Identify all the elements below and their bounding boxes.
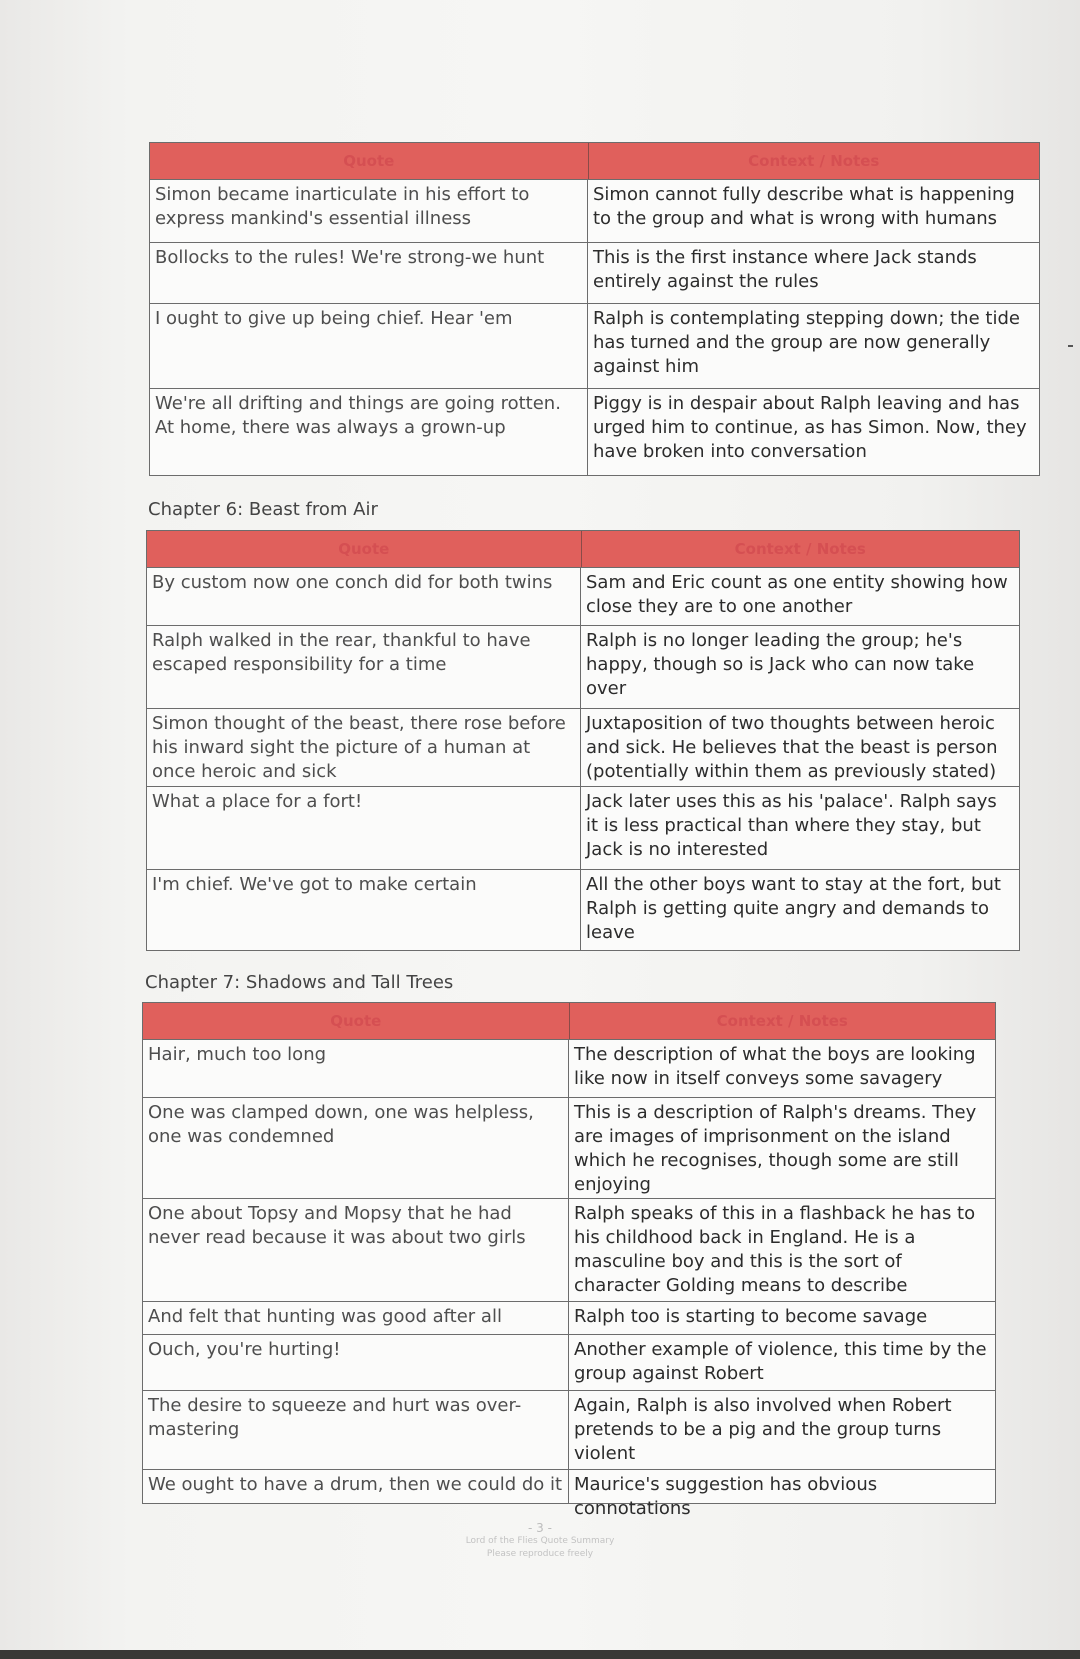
table-header: [143, 1003, 995, 1040]
quote-cell: I'm chief. We've got to make certain: [147, 870, 581, 950]
quote-cell: Simon became inarticulate in his effort to express mankind's essential illness: [150, 180, 588, 242]
table-row: [150, 243, 1039, 304]
table-row: [150, 180, 1039, 243]
page-number: - 3 -: [528, 1521, 552, 1535]
table-row: [150, 304, 1039, 389]
quote-cell: One was clamped down, one was helpless, one was condemned: [143, 1098, 569, 1198]
note-cell: This is the first instance where Jack stands entirely against the rules: [593, 247, 977, 292]
chapter-7-quote-table: [142, 1002, 996, 1519]
note-cell: Juxtaposition of two thoughts between heroic and sick. He believes that the beast is person (potentially within them as previously stated): [586, 713, 998, 782]
footer-line-2: Please reproduce freely: [486, 1549, 594, 1559]
table-row: [143, 1470, 995, 1519]
table-header: [147, 531, 1019, 568]
note-cell: Ralph is contemplating stepping down; the tide has turned and the group are now generally against him: [593, 308, 1020, 377]
quote-cell: Hair, much too long: [143, 1040, 569, 1097]
table-row: [143, 1391, 995, 1470]
table-row: [143, 1199, 995, 1302]
note-cell: The description of what the boys are looking like now in itself conveys some savagery: [574, 1044, 976, 1089]
quote-cell: Ralph walked in the rear, thankful to have escaped responsibility for a time: [147, 626, 581, 708]
chapter-5-quote-table: [149, 142, 1040, 476]
table-row: [147, 787, 1019, 870]
table-row: [147, 709, 1019, 787]
header-quote: Quote: [150, 143, 589, 179]
quote-cell: We're all drifting and things are going rotten. At home, there was always a grown-up: [150, 389, 588, 475]
header-notes: Context / Notes: [748, 152, 880, 170]
note-cell: Maurice's suggestion has obvious connotations: [574, 1474, 878, 1519]
table-row: [143, 1098, 995, 1199]
header-notes: Context / Notes: [716, 1012, 848, 1030]
note-cell: Jack later uses this as his 'palace'. Ralph says it is less practical than where they stay, but Jack is no interested: [586, 791, 997, 860]
header-quote: Quote: [143, 1003, 570, 1039]
footer-line-1: Lord of the Flies Quote Summary: [465, 1536, 615, 1546]
note-cell: Another example of violence, this time by the group against Robert: [574, 1339, 987, 1384]
header-quote: Quote: [147, 531, 582, 567]
header-notes: Context / Notes: [734, 540, 866, 558]
table-header: [150, 143, 1039, 180]
quote-cell: And felt that hunting was good after all: [143, 1302, 569, 1334]
table-row: [147, 870, 1019, 950]
note-cell: Sam and Eric count as one entity showing how close they are to one another: [586, 572, 1008, 617]
quote-cell: What a place for a fort!: [147, 787, 581, 869]
quote-cell: Simon thought of the beast, there rose before his inward sight the picture of a human at once heroic and sick: [147, 709, 581, 786]
table-row: [143, 1040, 995, 1098]
quote-cell: I ought to give up being chief. Hear 'em: [150, 304, 588, 388]
quote-cell: By custom now one conch did for both twins: [147, 568, 581, 625]
note-cell: This is a description of Ralph's dreams. They are images of imprisonment on the island which he recognises, though some are still enjoying: [574, 1102, 977, 1195]
table-row: [147, 626, 1019, 709]
note-cell: Simon cannot fully describe what is happening to the group and what is wrong with humans: [593, 184, 1015, 229]
chapter-6-quote-table: [146, 530, 1020, 951]
chapter-6-title: Chapter 6: Beast from Air: [148, 499, 378, 520]
note-cell: Ralph speaks of this in a flashback he has to his childhood back in England. He is a masculine boy and this is the sort of character Golding means to describe: [574, 1203, 976, 1296]
note-cell: Ralph too is starting to become savage: [574, 1306, 928, 1327]
note-cell: Piggy is in despair about Ralph leaving and has urged him to continue, as has Simon. Now, they have broken into conversation: [593, 393, 1027, 462]
table-row: [143, 1335, 995, 1391]
quote-cell: The desire to squeeze and hurt was over-mastering: [143, 1391, 569, 1469]
quote-cell: One about Topsy and Mopsy that he had never read because it was about two girls: [143, 1199, 569, 1301]
table-row: [147, 568, 1019, 626]
quote-cell: We ought to have a drum, then we could do it: [143, 1470, 569, 1503]
page-footer: [380, 1522, 700, 1561]
chapter-7-title: Chapter 7: Shadows and Tall Trees: [145, 972, 454, 993]
quote-cell: Bollocks to the rules! We're strong-we hunt: [150, 243, 588, 303]
table-row: [143, 1302, 995, 1335]
quote-cell: Ouch, you're hurting!: [143, 1335, 569, 1390]
note-cell: Again, Ralph is also involved when Robert pretends to be a pig and the group turns violent: [574, 1395, 952, 1464]
note-cell: All the other boys want to stay at the fort, but Ralph is getting quite angry and demands to leave: [586, 874, 1001, 943]
table-row: [150, 389, 1039, 475]
note-cell: Ralph is no longer leading the group; he's happy, though so is Jack who can now take over: [586, 630, 975, 699]
margin-mark: [1068, 345, 1073, 347]
